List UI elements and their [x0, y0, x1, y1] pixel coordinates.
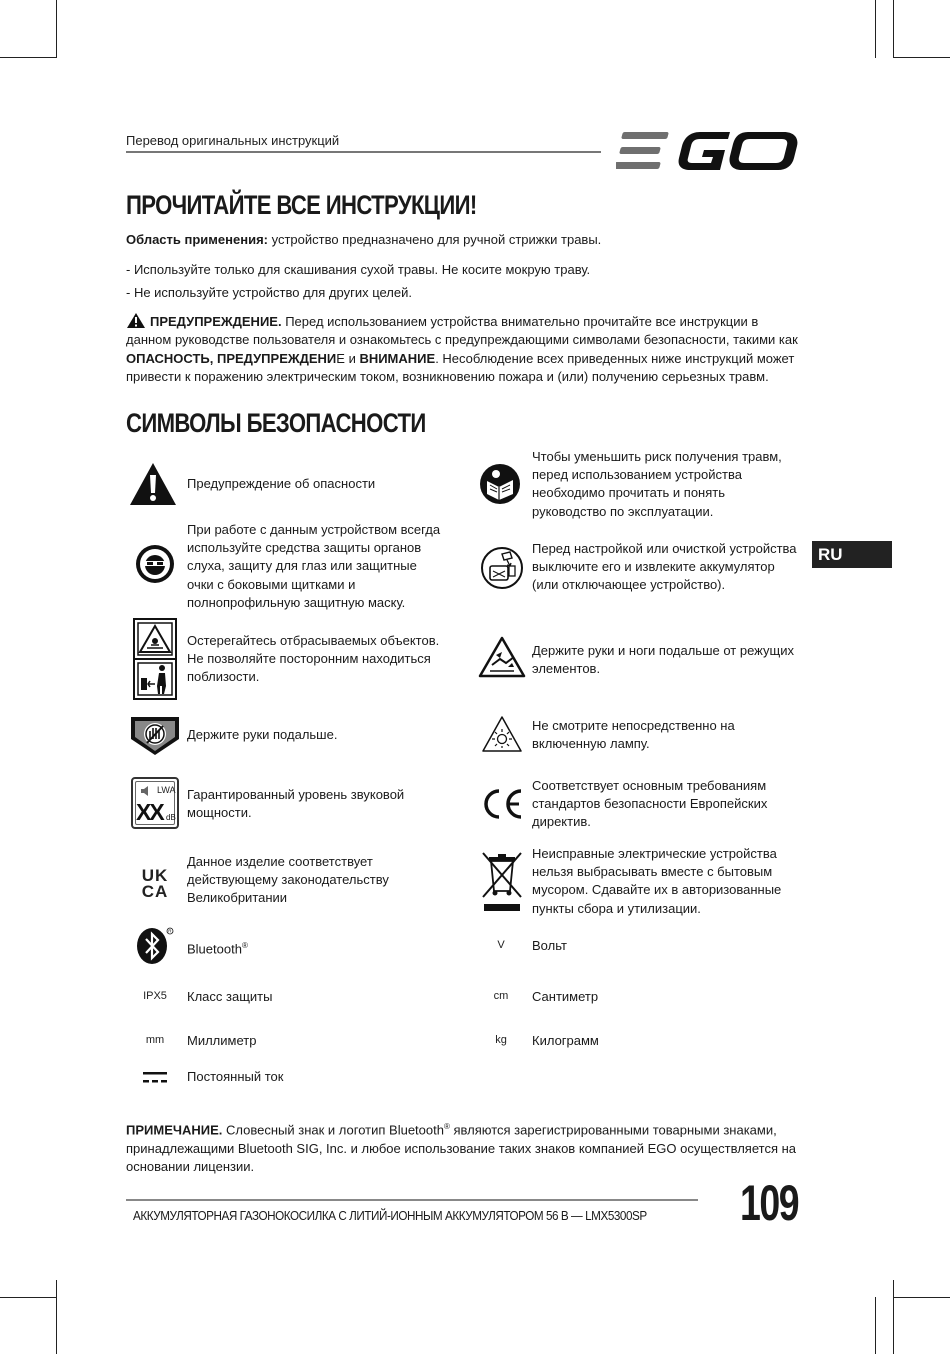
symbol-text: Держите руки и ноги подальше от режущих элементов.	[532, 643, 794, 677]
crop-mark	[56, 1280, 57, 1354]
crop-mark	[893, 0, 894, 58]
scope-label: Область применения:	[126, 232, 268, 247]
symbol-text: Миллиметр	[187, 1033, 257, 1048]
cutting-elements-icon	[477, 634, 527, 680]
cm-label: cm	[493, 990, 509, 1002]
footer-product: АККУМУЛЯТОРНАЯ ГАЗОНОКОСИЛКА С ЛИТИЙ-ИОННЫМ АККУМУЛЯТОРОМ 56 В — LMX5300SP	[133, 1208, 647, 1223]
bullet-item: - Не используйте устройство для других целей.	[126, 285, 412, 300]
lamp-warning-icon	[480, 714, 524, 754]
volt-label: V	[497, 939, 505, 951]
note-paragraph: ПРИМЕЧАНИЕ. Словесный знак и логотип Bluetooth® являются зарегистрированными товарными знаками, принадлежащими Bluetooth SIG, Inc. и любое использование таких знаков компанией EGO осуществляется на основании лицензии.	[126, 1122, 797, 1174]
ego-logo	[616, 128, 800, 174]
symbol-text: Предупреждение об опасности	[187, 476, 376, 491]
crop-mark	[893, 1280, 894, 1354]
ipx5-label: IPX5	[143, 990, 167, 1002]
weee-bin-icon	[480, 850, 524, 914]
symbol-text: При работе с данным устройством всегда используйте средства защиты органов слуха, защиту для глаз или защитные очки с боковыми щитками и полнопрофильную защитную маску.	[187, 522, 441, 610]
ce-mark-icon	[478, 784, 526, 824]
page-number: 109	[740, 1175, 799, 1231]
thrown-objects-icon	[133, 618, 177, 700]
bluetooth-icon	[134, 925, 176, 967]
symbol-text: Килограмм	[532, 1033, 599, 1048]
symbol-text: Перед настройкой или очисткой устройства выключите его и извлеките аккумулятор (или отключающее устройство).	[532, 541, 797, 593]
crop-mark	[56, 0, 57, 58]
warning-triangle-icon	[127, 460, 179, 508]
warning-paragraph: ПРЕДУПРЕЖДЕНИЕ. Перед использованием устройства внимательно прочитайте все инструкции в данном руководстве пользователя и ознакомьтесь с предупреждающими символами безопасности, такими как ОПАСНОСТЬ, ПРЕДУПРЕЖДЕНИЕ и ВНИМАНИЕ. Несоблюдение всех приведенных ниже инструкций может привести к поражению электрическим током, возникновению пожара и (или) получению серьезных травм.	[126, 314, 798, 384]
symbol-text: Вольт	[532, 938, 567, 953]
crop-mark	[875, 1297, 876, 1354]
header-subtitle: Перевод оригинальных инструкций	[126, 133, 340, 148]
footer-rule	[126, 1199, 698, 1201]
language-tab: RU	[812, 541, 892, 568]
page-title: ПРОЧИТАЙТЕ ВСЕ ИНСТРУКЦИИ!	[126, 190, 477, 220]
warning-label: ПРЕДУПРЕЖДЕНИЕ.	[150, 314, 282, 329]
crop-mark	[875, 0, 876, 58]
svg-text:R: R	[168, 928, 172, 934]
crop-mark	[893, 57, 950, 58]
sound-power-icon: LWA XX dB	[130, 776, 180, 830]
crop-mark	[893, 1297, 950, 1298]
symbol-text: Постоянный ток	[187, 1069, 284, 1084]
crop-mark	[0, 1297, 57, 1298]
symbol-text: Класс защиты	[187, 989, 273, 1004]
symbol-text: Bluetooth®	[187, 941, 248, 957]
bullet-item: - Используйте только для скашивания сухой травы. Не косите мокрую траву.	[126, 262, 591, 277]
scope-paragraph	[126, 231, 806, 249]
remove-battery-icon	[479, 545, 525, 591]
scope-text: устройство предназначено для ручной стрижки травы.	[267, 232, 602, 247]
symbol-text: Соответствует основным требованиям стандартов безопасности Европейских директив.	[532, 778, 768, 830]
symbol-text: Неисправные электрические устройства нельзя выбрасывать вместе с бытовым мусором. Сдавайте их в авторизованные пункты сбора и утилизации.	[532, 846, 782, 916]
symbol-text: Сантиметр	[532, 989, 599, 1004]
header-rule	[126, 151, 601, 153]
symbol-text: Держите руки подальше.	[187, 727, 338, 742]
keep-hands-away-icon	[129, 715, 181, 757]
symbol-text: Остерегайтесь отбрасываемых объектов. Не позволяйте посторонним находиться поблизости.	[187, 633, 440, 685]
direct-current-icon	[140, 1068, 170, 1086]
symbol-text: Чтобы уменьшить риск получения травм, перед использованием устройства необходимо прочитать и понять руководство по эксплуатации.	[532, 449, 782, 519]
ukca-icon: UK CA	[141, 866, 169, 901]
symbol-text: Не смотрите непосредственно на включенную лампу.	[532, 718, 735, 752]
crop-mark	[0, 57, 57, 58]
mm-label: mm	[145, 1034, 165, 1046]
warning-triangle-icon	[126, 312, 146, 329]
section-title: СИМВОЛЫ БЕЗОПАСНОСТИ	[126, 408, 426, 438]
read-manual-icon	[478, 462, 522, 506]
kg-label: kg	[495, 1034, 507, 1046]
symbol-text: Данное изделие соответствует действующему законодательству Великобритании	[187, 854, 389, 906]
symbol-text: Гарантированный уровень звуковой мощности.	[187, 787, 405, 821]
protective-equipment-icon	[134, 543, 176, 585]
note-label: ПРИМЕЧАНИЕ.	[126, 1122, 223, 1138]
